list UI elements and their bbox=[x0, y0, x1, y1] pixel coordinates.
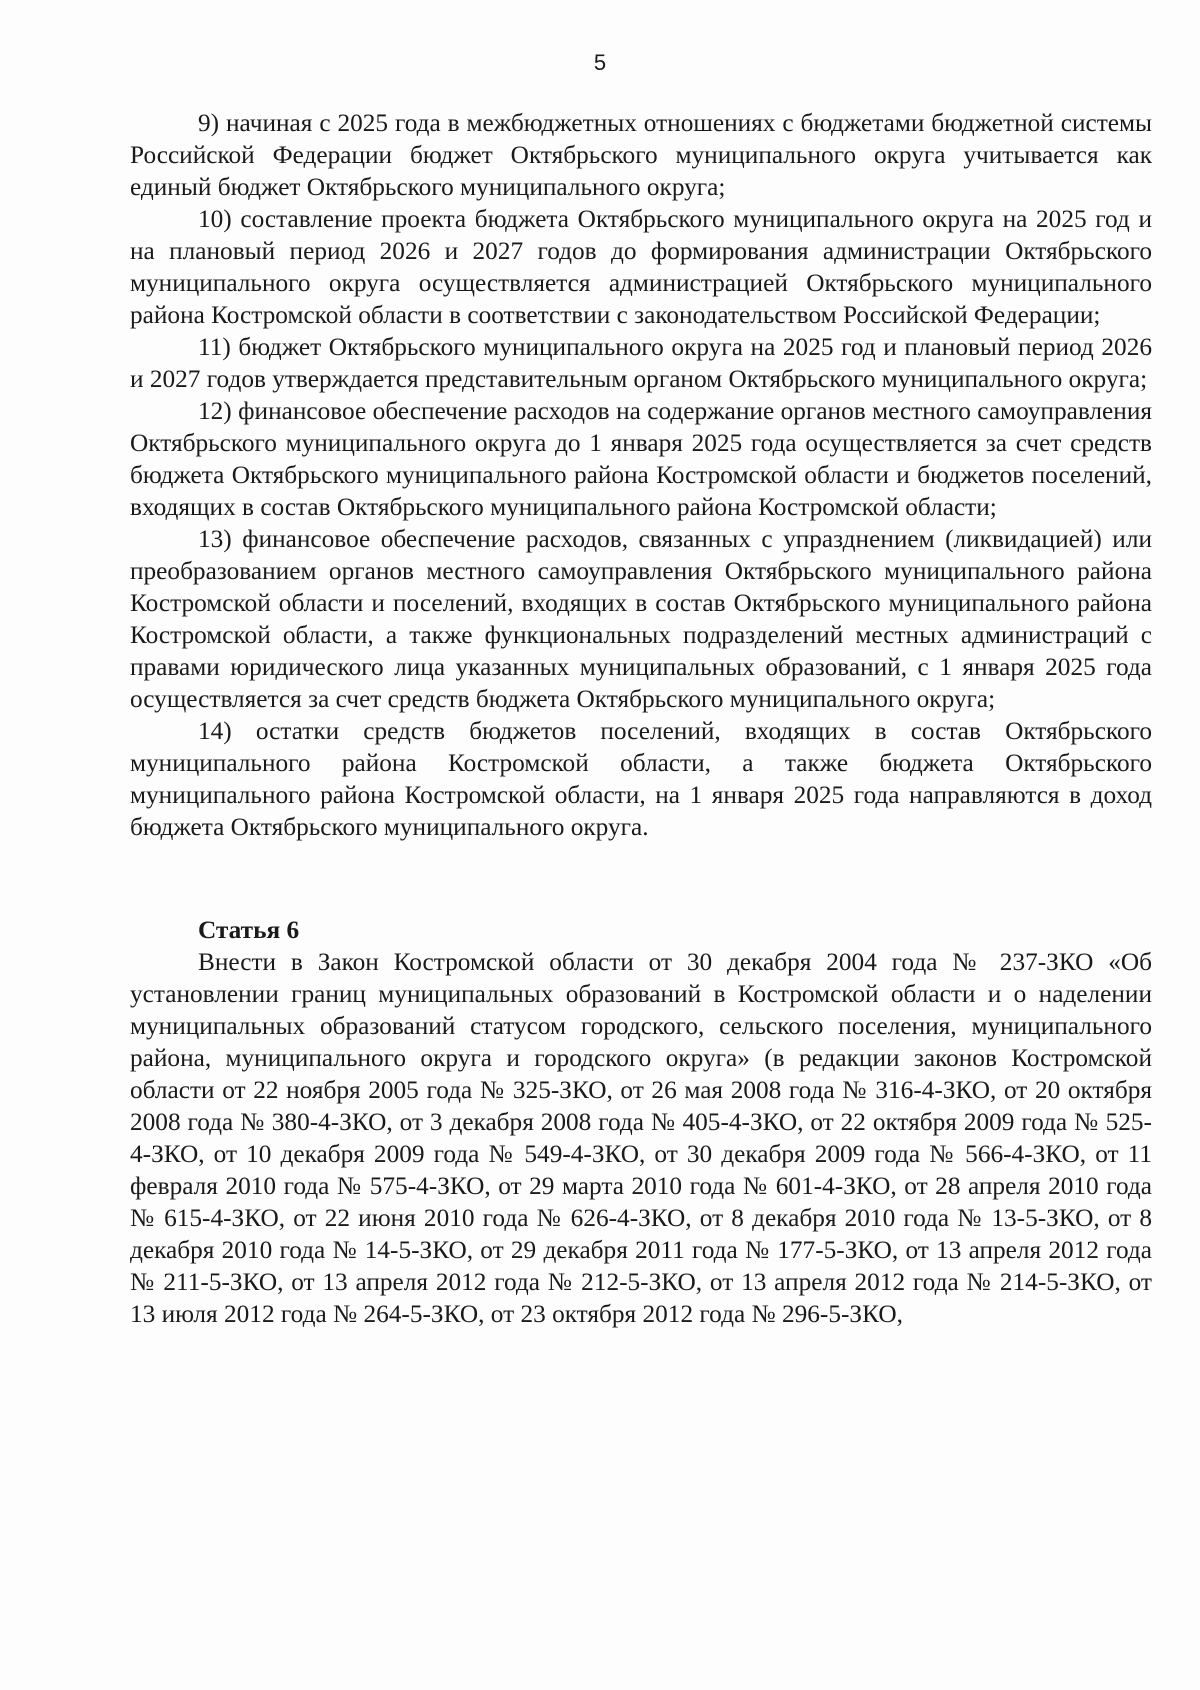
article-heading: Статья 6 bbox=[198, 916, 300, 944]
list-item-9: 9) начиная с 2025 года в межбюджетных отношениях с бюджетами бюджетной системы Российской Федерации бюджет Октябрьского муниципального округа учитывается как единый бюджет Октябрьского муниципального округа; bbox=[130, 109, 1152, 201]
list-item-12: 12) финансовое обеспечение расходов на содержание органов местного самоуправления Октябрьского муниципального округа до 1 января 2025 года осуществляется за счет средств бюджета Октябрьского муниципального района Костромской области и бюджетов поселений, входящих в состав Октябрьского муниципального района Костромской области; bbox=[130, 397, 1152, 521]
list-item-14: 14) остатки средств бюджетов поселений, входящих в состав Октябрьского муниципального района Костромской области, а также бюджета Октябрьского муниципального района Костромской области, на 1 января 2025 года направляются в доход бюджета Октябрьского муниципального округа. bbox=[130, 717, 1152, 841]
list-item-13: 13) финансовое обеспечение расходов, связанных с упразднением (ликвидацией) или преобразованием органов местного самоуправления Октябрьского муниципального района Костромской области и поселений, входящих в состав Октябрьского муниципального района Костромской области, а также функциональных подразделений местных администраций с правами юридического лица указанных муниципальных образований, с 1 января 2025 года осуществляется за счет средств бюджета Октябрьского муниципального округа; bbox=[130, 525, 1152, 713]
list-item-10: 10) составление проекта бюджета Октябрьского муниципального округа на 2025 год и на плановый период 2026 и 2027 годов до формирования администрации Октябрьского муниципального округа осуществляется администрацией Октябрьского муниципального района Костромской области в соответствии с законодательством Российской Федерации; bbox=[130, 205, 1152, 329]
list-item-11: 11) бюджет Октябрьского муниципального округа на 2025 год и плановый период 2026 и 2027 годов утверждается представительным органом Октябрьского муниципального округа; bbox=[130, 333, 1152, 393]
page-number: 5 bbox=[593, 50, 607, 75]
article-text: Внести в Закон Костромской области от 30 декабря 2004 года № 237-ЗКО «Об установлении границ муниципальных образований в Костромской области и о наделении муниципальных образований статусом городского, сельского поселения, муниципального района, муниципального округа и городского округа» (в редакции законов Костромской области от 22 ноября 2005 года № 325-ЗКО, от 26 мая 2008 года № 316-4-ЗКО, от 20 октября 2008 года № 380-4-ЗКО, от 3 декабря 2008 года № 405-4-ЗКО, от 22 октября 2009 года № 525-4-ЗКО, от 10 декабря 2009 года № 549-4-ЗКО, от 30 декабря 2009 года № 566-4-ЗКО, от 11 февраля 2010 года № 575-4-ЗКО, от 29 марта 2010 года № 601-4-ЗКО, от 28 апреля 2010 года № 615-4-ЗКО, от 22 июня 2010 года № 626-4-ЗКО, от 8 декабря 2010 года № 13-5-ЗКО, от 8 декабря 2010 года № 14-5-ЗКО, от 29 декабря 2011 года № 177-5-ЗКО, от 13 апреля 2012 года № 211-5-ЗКО, от 13 апреля 2012 года № 212-5-ЗКО, от 13 апреля 2012 года № 214-5-ЗКО, от 13 июля 2012 года № 264-5-ЗКО, от 23 октября 2012 года № 296-5-ЗКО, bbox=[130, 948, 1152, 1328]
document-body bbox=[130, 107, 1152, 1330]
